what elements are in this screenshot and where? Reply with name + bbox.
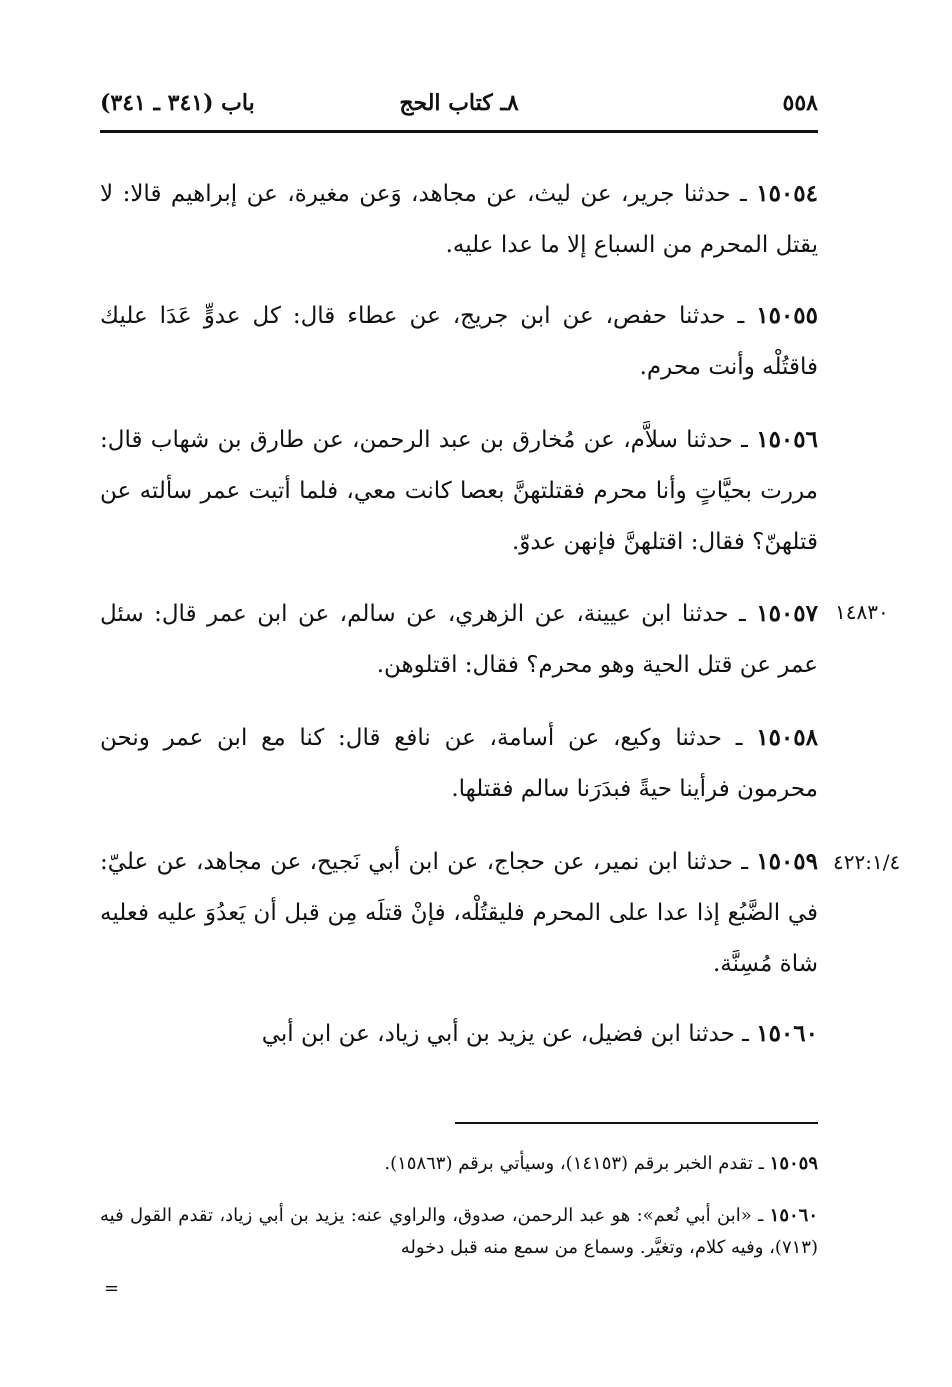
hadith-text: ـ حدثنا ابن نمير، عن حجاج، عن ابن أبي نَجيح، عن مجاهد، عن عليّ: في الضَّبُع إذا عدا على المحرم فليقتُلْه، فإنْ قتلَه مِن قبل أن يَعدُوَ عليه فعليه شاة مُسِنَّة. [100, 849, 818, 977]
continuation-mark: = [104, 1278, 120, 1299]
hadith-entry [100, 1008, 818, 1060]
hadith-paragraph [100, 290, 818, 393]
hadith-text: ـ حدثنا جرير، عن ليث، عن مجاهد، وَعن مغيرة، عن إبراهيم قالا: لا يقتل المحرم من السباع إلا ما عدا عليه. [100, 181, 818, 258]
footnote-number: ١٥٠٦٠ [769, 1205, 818, 1226]
hadith-text: ـ حدثنا ابن فضيل، عن يزيد بن أبي زياد، عن ابن أبي [261, 1021, 757, 1047]
hadith-entry [100, 414, 818, 568]
hadith-paragraph [100, 414, 818, 568]
hadith-entry [100, 168, 818, 271]
hadith-paragraph [100, 588, 818, 691]
footnote-text: ـ تقدم الخبر برقم (١٤١٥٣)، وسيأتي برقم (١٥٨٦٣). [384, 1153, 770, 1174]
hadith-number: ١٥٠٥٦ [756, 426, 818, 453]
footnote-rule [455, 1122, 818, 1124]
hadith-paragraph [100, 1008, 818, 1060]
page-number: ٥٥٨ [782, 90, 818, 116]
hadith-number: ١٥٠٥٨ [756, 724, 818, 751]
hadith-number: ١٥٠٥٤ [756, 180, 818, 207]
margin-reference: ١٤٨٣٠ [835, 600, 889, 624]
footnote-number: ١٥٠٥٩ [769, 1153, 818, 1174]
margin-reference: ٤٢٢:١/٤ [833, 850, 901, 874]
footnote [100, 1200, 818, 1264]
footnote [100, 1148, 818, 1180]
hadith-number: ١٥٠٥٩ [756, 848, 818, 875]
hadith-number: ١٥٠٥٥ [756, 302, 818, 329]
hadith-entry [100, 290, 818, 393]
page-header [100, 86, 818, 126]
hadith-number: ١٥٠٥٧ [756, 600, 818, 627]
hadith-paragraph [100, 836, 818, 990]
hadith-text: ـ حدثنا حفص، عن ابن جريج، عن عطاء قال: كل عدوٍّ عَدَا عليك فاقتُلْه وأنت محرم. [100, 303, 818, 380]
hadith-paragraph [100, 168, 818, 271]
hadith-paragraph [100, 712, 818, 815]
footnote-text: ـ «ابن أبي نُعم»: هو عبد الرحمن، صدوق، والراوي عنه: يزيد بن أبي زياد، تقدم القول فيه (٧١٣)، وفيه كلام، وتغيَّر. وسماع من سمع منه قبل دخوله [100, 1205, 818, 1258]
hadith-entry [100, 836, 818, 990]
hadith-text: ـ حدثنا وكيع، عن أسامة، عن نافع قال: كنا مع ابن عمر ونحن محرمون فرأينا حيةً فبدَرَنا سالم فقتلها. [100, 725, 818, 802]
hadith-text: ـ حدثنا سلاَّم، عن مُخارق بن عبد الرحمن، عن طارق بن شهاب قال: مررت بحيَّاتٍ وأنا محرم فقتلتهنَّ بعصا كانت معي، فلما أتيت عمر سألته عن قتلهنّ؟ فقال: اقتلهنَّ فإنهن عدوّ. [100, 427, 818, 555]
hadith-number: ١٥٠٦٠ [756, 1020, 818, 1047]
hadith-entry [100, 712, 818, 815]
header-rule [100, 130, 818, 133]
section-title: باب (٣٤١ ـ ٣٤١) [100, 90, 255, 116]
book-title: ٨ـ كتاب الحج [399, 90, 519, 116]
hadith-entry [100, 588, 818, 691]
hadith-text: ـ حدثنا ابن عيينة، عن الزهري، عن سالم، عن ابن عمر قال: سئل عمر عن قتل الحية وهو محرم؟ فقال: اقتلوهن. [100, 601, 818, 678]
